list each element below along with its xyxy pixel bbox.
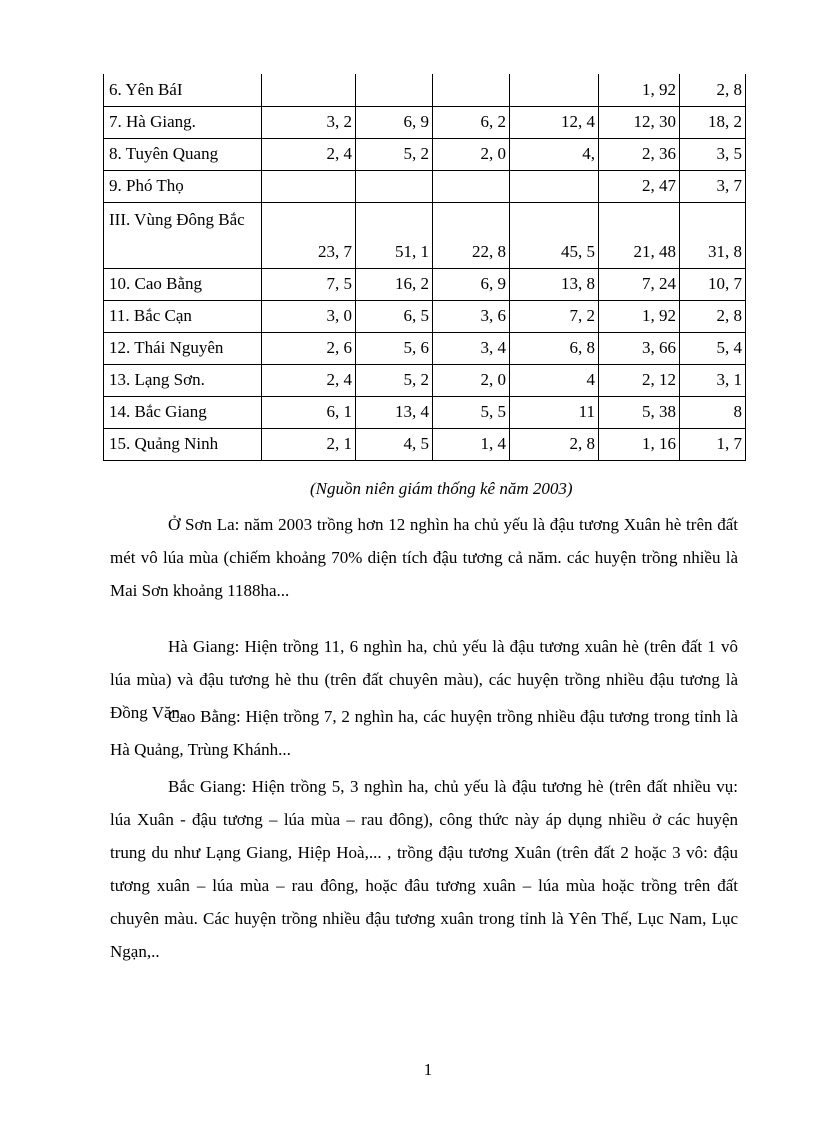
value-cell: 3, 5 bbox=[680, 138, 746, 170]
value-cell: 1, 92 bbox=[599, 74, 680, 106]
table-body bbox=[104, 74, 746, 460]
value-cell: 7, 5 bbox=[262, 268, 356, 300]
paragraph-bac-giang: Bắc Giang: Hiện trồng 5, 3 nghìn ha, chủ yếu là đậu tương hè (trên đất nhiều vụ: lúa Xuân - đậu tương – lúa mùa – rau đông), công thức này áp dụng nhiều ở các huyện trung du như Lạng Giang, Hiệp Hoà,... , trồng đậu tương Xuân (trên đất 2 hoặc 3 vô: đậu tương xuân – lúa mùa – rau đông, hoặc đâu tương xuân – lúa mùa hoặc trồng trên đất chuyên màu. Các huyện trồng nhiều đậu tương xuân trong tỉnh là Yên Thế, Lục Nam, Lục Ngạn,.. bbox=[110, 777, 738, 961]
source-note: (Nguồn niên giám thống kê năm 2003) bbox=[310, 479, 573, 498]
table-row bbox=[104, 106, 746, 138]
value-cell: 23, 7 bbox=[262, 202, 356, 268]
value-cell: 3, 2 bbox=[262, 106, 356, 138]
table-row bbox=[104, 268, 746, 300]
soybean-area-table bbox=[103, 74, 746, 461]
value-cell: 13, 4 bbox=[356, 396, 433, 428]
paragraph-son-la: Ở Sơn La: năm 2003 trồng hơn 12 nghìn ha chủ yếu là đậu tương Xuân hè trên đất mét vô lúa mùa (chiếm khoảng 70% diện tích đậu tương cả năm. các huyện trồng nhiều là Mai Sơn khoảng 1188ha... bbox=[110, 515, 738, 600]
value-cell: 2, 4 bbox=[262, 364, 356, 396]
value-cell: 2, 6 bbox=[262, 332, 356, 364]
value-cell: 6, 5 bbox=[356, 300, 433, 332]
value-cell: 2, 0 bbox=[433, 138, 510, 170]
value-cell: 5, 6 bbox=[356, 332, 433, 364]
value-cell: 4, 5 bbox=[356, 428, 433, 460]
value-cell: 12, 4 bbox=[510, 106, 599, 138]
value-cell: 2, 47 bbox=[599, 170, 680, 202]
value-cell bbox=[433, 170, 510, 202]
table-row bbox=[104, 74, 746, 106]
region-name-cell: 13. Lạng Sơn. bbox=[104, 364, 262, 396]
value-cell bbox=[510, 170, 599, 202]
value-cell: 8 bbox=[680, 396, 746, 428]
region-name-cell: III. Vùng Đông Bắc bbox=[104, 202, 262, 268]
value-cell: 2, 4 bbox=[262, 138, 356, 170]
table-row bbox=[104, 300, 746, 332]
value-cell: 2, 8 bbox=[510, 428, 599, 460]
table-row bbox=[104, 364, 746, 396]
value-cell: 5, 2 bbox=[356, 364, 433, 396]
region-name-cell: 8. Tuyên Quang bbox=[104, 138, 262, 170]
value-cell bbox=[262, 74, 356, 106]
value-cell: 22, 8 bbox=[433, 202, 510, 268]
region-name-cell: 10. Cao Bằng bbox=[104, 268, 262, 300]
value-cell: 4, bbox=[510, 138, 599, 170]
value-cell bbox=[262, 170, 356, 202]
value-cell: 5, 5 bbox=[433, 396, 510, 428]
value-cell: 51, 1 bbox=[356, 202, 433, 268]
value-cell: 1, 16 bbox=[599, 428, 680, 460]
region-name-cell: 6. Yên BáI bbox=[104, 74, 262, 106]
region-name-cell: 7. Hà Giang. bbox=[104, 106, 262, 138]
value-cell bbox=[433, 74, 510, 106]
value-cell: 13, 8 bbox=[510, 268, 599, 300]
value-cell: 31, 8 bbox=[680, 202, 746, 268]
value-cell: 12, 30 bbox=[599, 106, 680, 138]
region-name-cell: 14. Bắc Giang bbox=[104, 396, 262, 428]
table-row bbox=[104, 332, 746, 364]
value-cell: 2, 8 bbox=[680, 74, 746, 106]
value-cell: 2, 12 bbox=[599, 364, 680, 396]
value-cell: 6, 1 bbox=[262, 396, 356, 428]
value-cell: 45, 5 bbox=[510, 202, 599, 268]
value-cell bbox=[356, 74, 433, 106]
paragraph-ha-giang: Hà Giang: Hiện trồng 11, 6 nghìn ha, chủ yếu là đậu tương xuân hè (trên đất 1 vô lúa mùa) và đậu tương hè thu (trên đất chuyên màu), các huyện trồng nhiều đậu tương là Đồng Văn. bbox=[110, 637, 738, 722]
region-name-cell: 12. Thái Nguyên bbox=[104, 332, 262, 364]
value-cell: 10, 7 bbox=[680, 268, 746, 300]
region-name-cell: 11. Bắc Cạn bbox=[104, 300, 262, 332]
table-row bbox=[104, 138, 746, 170]
value-cell: 11 bbox=[510, 396, 599, 428]
value-cell: 5, 2 bbox=[356, 138, 433, 170]
value-cell: 3, 7 bbox=[680, 170, 746, 202]
value-cell bbox=[356, 170, 433, 202]
value-cell: 6, 9 bbox=[433, 268, 510, 300]
value-cell bbox=[510, 74, 599, 106]
value-cell: 2, 8 bbox=[680, 300, 746, 332]
value-cell: 3, 0 bbox=[262, 300, 356, 332]
value-cell: 2, 1 bbox=[262, 428, 356, 460]
value-cell: 2, 36 bbox=[599, 138, 680, 170]
value-cell: 1, 92 bbox=[599, 300, 680, 332]
value-cell: 1, 7 bbox=[680, 428, 746, 460]
table-row bbox=[104, 170, 746, 202]
value-cell: 16, 2 bbox=[356, 268, 433, 300]
region-name-cell: 15. Quảng Ninh bbox=[104, 428, 262, 460]
value-cell: 3, 4 bbox=[433, 332, 510, 364]
value-cell: 6, 9 bbox=[356, 106, 433, 138]
value-cell: 7, 24 bbox=[599, 268, 680, 300]
paragraph-cao-bang: Cao Bằng: Hiện trồng 7, 2 nghìn ha, các huyện trồng nhiều đậu tương trong tỉnh là Hà Quảng, Trùng Khánh... bbox=[110, 707, 738, 759]
value-cell: 2, 0 bbox=[433, 364, 510, 396]
value-cell: 18, 2 bbox=[680, 106, 746, 138]
value-cell: 3, 1 bbox=[680, 364, 746, 396]
value-cell: 6, 2 bbox=[433, 106, 510, 138]
table-row bbox=[104, 428, 746, 460]
value-cell: 5, 4 bbox=[680, 332, 746, 364]
value-cell: 5, 38 bbox=[599, 396, 680, 428]
value-cell: 3, 6 bbox=[433, 300, 510, 332]
region-name-cell: 9. Phó Thọ bbox=[104, 170, 262, 202]
value-cell: 3, 66 bbox=[599, 332, 680, 364]
table-row bbox=[104, 396, 746, 428]
value-cell: 21, 48 bbox=[599, 202, 680, 268]
value-cell: 7, 2 bbox=[510, 300, 599, 332]
page-number: 1 bbox=[423, 1060, 433, 1079]
value-cell: 4 bbox=[510, 364, 599, 396]
table-row bbox=[104, 202, 746, 268]
value-cell: 1, 4 bbox=[433, 428, 510, 460]
value-cell: 6, 8 bbox=[510, 332, 599, 364]
